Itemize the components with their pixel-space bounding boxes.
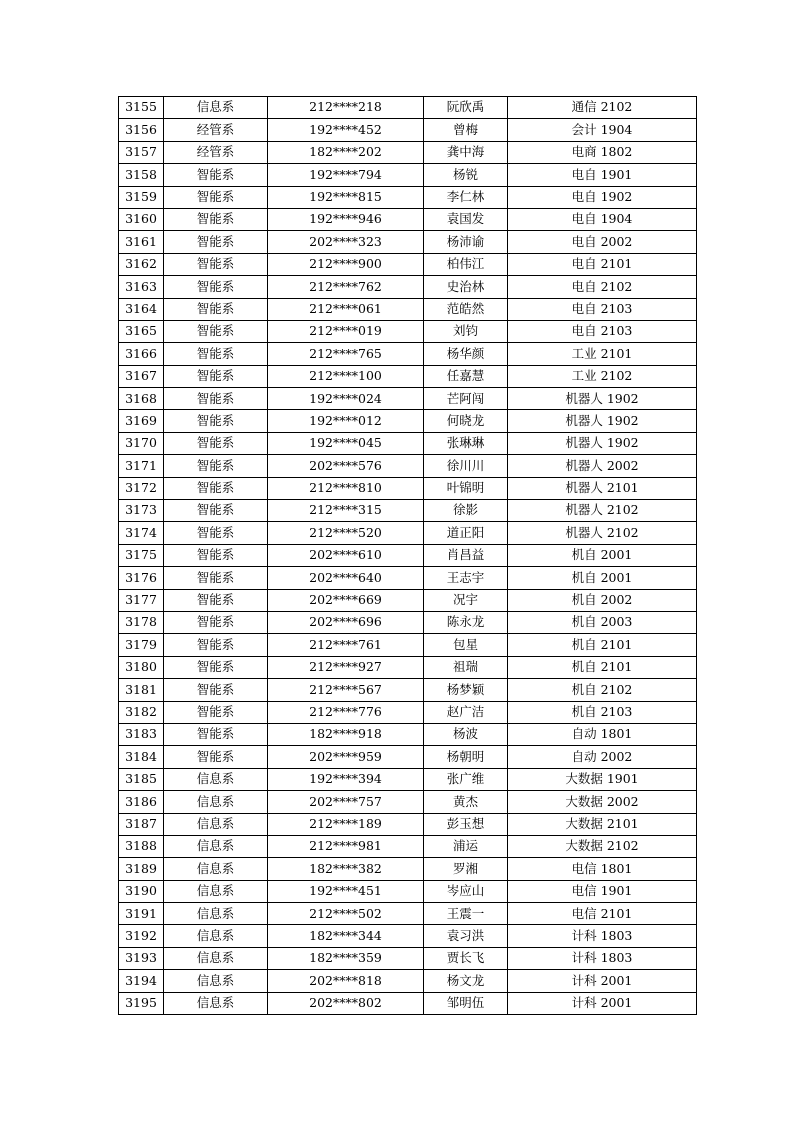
table-row — [119, 522, 697, 544]
student-id-cell: 202****576 — [268, 455, 424, 477]
table-row — [119, 477, 697, 499]
student-name-cell: 李仁林 — [424, 186, 508, 208]
serial-number-cell: 3161 — [119, 231, 164, 253]
table-row — [119, 679, 697, 701]
table-row — [119, 791, 697, 813]
student-id-cell: 212****218 — [268, 97, 424, 119]
student-id-cell: 212****927 — [268, 656, 424, 678]
department-cell: 经管系 — [164, 119, 268, 141]
class-cell: 机自 2101 — [508, 634, 697, 656]
serial-number-cell: 3193 — [119, 947, 164, 969]
class-cell: 机器人 2101 — [508, 477, 697, 499]
class-cell: 计科 1803 — [508, 947, 697, 969]
serial-number-cell: 3194 — [119, 970, 164, 992]
record-table — [118, 96, 697, 1015]
table-row — [119, 97, 697, 119]
student-name-cell: 杨文龙 — [424, 970, 508, 992]
student-id-cell: 192****394 — [268, 768, 424, 790]
student-name-cell: 黄杰 — [424, 791, 508, 813]
student-name-cell: 杨波 — [424, 723, 508, 745]
table-row — [119, 500, 697, 522]
student-id-cell: 192****451 — [268, 880, 424, 902]
serial-number-cell: 3195 — [119, 992, 164, 1014]
table-row — [119, 858, 697, 880]
table-row — [119, 276, 697, 298]
student-name-cell: 包星 — [424, 634, 508, 656]
department-cell: 智能系 — [164, 320, 268, 342]
department-cell: 智能系 — [164, 208, 268, 230]
class-cell: 电自 1901 — [508, 164, 697, 186]
student-id-cell: 182****344 — [268, 925, 424, 947]
student-name-cell: 赵广洁 — [424, 701, 508, 723]
department-cell: 智能系 — [164, 365, 268, 387]
table-row — [119, 880, 697, 902]
student-name-cell: 徐影 — [424, 500, 508, 522]
table-row — [119, 768, 697, 790]
student-id-cell: 212****762 — [268, 276, 424, 298]
class-cell: 会计 1904 — [508, 119, 697, 141]
serial-number-cell: 3175 — [119, 544, 164, 566]
serial-number-cell: 3181 — [119, 679, 164, 701]
class-cell: 计科 2001 — [508, 970, 697, 992]
student-id-cell: 192****012 — [268, 410, 424, 432]
department-cell: 智能系 — [164, 410, 268, 432]
student-id-cell: 192****946 — [268, 208, 424, 230]
department-cell: 智能系 — [164, 432, 268, 454]
department-cell: 信息系 — [164, 858, 268, 880]
student-name-cell: 史治林 — [424, 276, 508, 298]
student-name-cell: 任嘉慧 — [424, 365, 508, 387]
student-name-cell: 张广维 — [424, 768, 508, 790]
student-id-cell: 212****776 — [268, 701, 424, 723]
table-row — [119, 343, 697, 365]
class-cell: 机自 2001 — [508, 544, 697, 566]
student-name-cell: 杨梦颖 — [424, 679, 508, 701]
serial-number-cell: 3169 — [119, 410, 164, 432]
department-cell: 智能系 — [164, 522, 268, 544]
record-table-body — [119, 97, 697, 1015]
student-name-cell: 杨华颜 — [424, 343, 508, 365]
class-cell: 自动 1801 — [508, 723, 697, 745]
student-name-cell: 袁习洪 — [424, 925, 508, 947]
department-cell: 智能系 — [164, 500, 268, 522]
student-id-cell: 192****024 — [268, 388, 424, 410]
department-cell: 信息系 — [164, 925, 268, 947]
student-id-cell: 192****045 — [268, 432, 424, 454]
class-cell: 机自 2102 — [508, 679, 697, 701]
table-row — [119, 432, 697, 454]
serial-number-cell: 3159 — [119, 186, 164, 208]
student-id-cell: 182****202 — [268, 141, 424, 163]
serial-number-cell: 3173 — [119, 500, 164, 522]
student-name-cell: 杨沛谕 — [424, 231, 508, 253]
student-name-cell: 徐川川 — [424, 455, 508, 477]
serial-number-cell: 3164 — [119, 298, 164, 320]
student-id-cell: 212****761 — [268, 634, 424, 656]
student-name-cell: 罗湘 — [424, 858, 508, 880]
student-id-cell: 212****765 — [268, 343, 424, 365]
student-id-cell: 202****757 — [268, 791, 424, 813]
class-cell: 机自 2002 — [508, 589, 697, 611]
class-cell: 通信 2102 — [508, 97, 697, 119]
table-row — [119, 813, 697, 835]
department-cell: 信息系 — [164, 880, 268, 902]
department-cell: 智能系 — [164, 611, 268, 633]
student-name-cell: 龚中海 — [424, 141, 508, 163]
student-id-cell: 182****359 — [268, 947, 424, 969]
table-row — [119, 164, 697, 186]
table-row — [119, 410, 697, 432]
table-row — [119, 365, 697, 387]
class-cell: 电信 1901 — [508, 880, 697, 902]
class-cell: 机器人 1902 — [508, 432, 697, 454]
student-id-cell: 212****189 — [268, 813, 424, 835]
student-name-cell: 阮欣禹 — [424, 97, 508, 119]
class-cell: 电自 2103 — [508, 298, 697, 320]
student-name-cell: 柏伟江 — [424, 253, 508, 275]
table-row — [119, 903, 697, 925]
class-cell: 机器人 2102 — [508, 522, 697, 544]
serial-number-cell: 3156 — [119, 119, 164, 141]
class-cell: 电信 2101 — [508, 903, 697, 925]
department-cell: 智能系 — [164, 276, 268, 298]
table-row — [119, 567, 697, 589]
serial-number-cell: 3163 — [119, 276, 164, 298]
department-cell: 信息系 — [164, 813, 268, 835]
serial-number-cell: 3170 — [119, 432, 164, 454]
student-name-cell: 王志宇 — [424, 567, 508, 589]
serial-number-cell: 3190 — [119, 880, 164, 902]
serial-number-cell: 3160 — [119, 208, 164, 230]
table-row — [119, 992, 697, 1014]
student-name-cell: 杨朝明 — [424, 746, 508, 768]
department-cell: 智能系 — [164, 679, 268, 701]
table-row — [119, 141, 697, 163]
class-cell: 大数据 2102 — [508, 835, 697, 857]
student-id-cell: 202****610 — [268, 544, 424, 566]
department-cell: 智能系 — [164, 477, 268, 499]
student-id-cell: 212****502 — [268, 903, 424, 925]
student-id-cell: 202****696 — [268, 611, 424, 633]
student-id-cell: 202****959 — [268, 746, 424, 768]
department-cell: 信息系 — [164, 768, 268, 790]
table-row — [119, 634, 697, 656]
student-id-cell: 212****100 — [268, 365, 424, 387]
table-row — [119, 947, 697, 969]
class-cell: 机器人 2002 — [508, 455, 697, 477]
serial-number-cell: 3162 — [119, 253, 164, 275]
serial-number-cell: 3174 — [119, 522, 164, 544]
class-cell: 电自 2002 — [508, 231, 697, 253]
serial-number-cell: 3176 — [119, 567, 164, 589]
serial-number-cell: 3155 — [119, 97, 164, 119]
student-name-cell: 何晓龙 — [424, 410, 508, 432]
table-row — [119, 656, 697, 678]
class-cell: 电信 1801 — [508, 858, 697, 880]
table-row — [119, 835, 697, 857]
student-name-cell: 杨锐 — [424, 164, 508, 186]
student-id-cell: 212****981 — [268, 835, 424, 857]
department-cell: 智能系 — [164, 567, 268, 589]
table-row — [119, 925, 697, 947]
table-row — [119, 320, 697, 342]
class-cell: 机自 2103 — [508, 701, 697, 723]
serial-number-cell: 3168 — [119, 388, 164, 410]
department-cell: 智能系 — [164, 343, 268, 365]
serial-number-cell: 3157 — [119, 141, 164, 163]
serial-number-cell: 3189 — [119, 858, 164, 880]
class-cell: 机自 2003 — [508, 611, 697, 633]
table-row — [119, 186, 697, 208]
class-cell: 电自 1902 — [508, 186, 697, 208]
student-id-cell: 202****323 — [268, 231, 424, 253]
table-row — [119, 298, 697, 320]
department-cell: 信息系 — [164, 903, 268, 925]
table-row — [119, 589, 697, 611]
serial-number-cell: 3172 — [119, 477, 164, 499]
department-cell: 智能系 — [164, 589, 268, 611]
serial-number-cell: 3166 — [119, 343, 164, 365]
serial-number-cell: 3167 — [119, 365, 164, 387]
class-cell: 计科 1803 — [508, 925, 697, 947]
department-cell: 信息系 — [164, 791, 268, 813]
serial-number-cell: 3179 — [119, 634, 164, 656]
student-name-cell: 道正阳 — [424, 522, 508, 544]
department-cell: 智能系 — [164, 634, 268, 656]
table-row — [119, 701, 697, 723]
serial-number-cell: 3192 — [119, 925, 164, 947]
serial-number-cell: 3183 — [119, 723, 164, 745]
table-row — [119, 611, 697, 633]
student-id-cell: 182****918 — [268, 723, 424, 745]
department-cell: 智能系 — [164, 723, 268, 745]
student-name-cell: 芒阿闯 — [424, 388, 508, 410]
class-cell: 工业 2102 — [508, 365, 697, 387]
student-id-cell: 202****818 — [268, 970, 424, 992]
student-name-cell: 袁国发 — [424, 208, 508, 230]
department-cell: 智能系 — [164, 298, 268, 320]
department-cell: 信息系 — [164, 835, 268, 857]
student-name-cell: 祖瑞 — [424, 656, 508, 678]
student-name-cell: 陈永龙 — [424, 611, 508, 633]
table-row — [119, 455, 697, 477]
student-id-cell: 212****900 — [268, 253, 424, 275]
department-cell: 智能系 — [164, 544, 268, 566]
class-cell: 电自 1904 — [508, 208, 697, 230]
class-cell: 计科 2001 — [508, 992, 697, 1014]
table-row — [119, 208, 697, 230]
serial-number-cell: 3191 — [119, 903, 164, 925]
serial-number-cell: 3165 — [119, 320, 164, 342]
class-cell: 机器人 1902 — [508, 388, 697, 410]
serial-number-cell: 3187 — [119, 813, 164, 835]
student-name-cell: 叶锦明 — [424, 477, 508, 499]
table-row — [119, 723, 697, 745]
table-row — [119, 746, 697, 768]
class-cell: 自动 2002 — [508, 746, 697, 768]
department-cell: 信息系 — [164, 947, 268, 969]
table-row — [119, 119, 697, 141]
student-id-cell: 202****640 — [268, 567, 424, 589]
student-id-cell: 212****520 — [268, 522, 424, 544]
serial-number-cell: 3188 — [119, 835, 164, 857]
table-row — [119, 231, 697, 253]
student-name-cell: 况宇 — [424, 589, 508, 611]
student-id-cell: 192****794 — [268, 164, 424, 186]
student-name-cell: 肖昌益 — [424, 544, 508, 566]
table-row — [119, 544, 697, 566]
department-cell: 智能系 — [164, 656, 268, 678]
student-id-cell: 182****382 — [268, 858, 424, 880]
class-cell: 机自 2101 — [508, 656, 697, 678]
department-cell: 智能系 — [164, 701, 268, 723]
table-row — [119, 253, 697, 275]
department-cell: 智能系 — [164, 746, 268, 768]
student-name-cell: 张琳琳 — [424, 432, 508, 454]
department-cell: 智能系 — [164, 164, 268, 186]
class-cell: 机自 2001 — [508, 567, 697, 589]
class-cell: 大数据 1901 — [508, 768, 697, 790]
student-id-cell: 192****452 — [268, 119, 424, 141]
student-id-cell: 212****810 — [268, 477, 424, 499]
serial-number-cell: 3158 — [119, 164, 164, 186]
class-cell: 电自 2103 — [508, 320, 697, 342]
serial-number-cell: 3185 — [119, 768, 164, 790]
serial-number-cell: 3184 — [119, 746, 164, 768]
class-cell: 电自 2102 — [508, 276, 697, 298]
department-cell: 智能系 — [164, 388, 268, 410]
student-name-cell: 曾梅 — [424, 119, 508, 141]
serial-number-cell: 3171 — [119, 455, 164, 477]
class-cell: 机器人 2102 — [508, 500, 697, 522]
student-name-cell: 刘钧 — [424, 320, 508, 342]
student-id-cell: 212****567 — [268, 679, 424, 701]
class-cell: 电自 2101 — [508, 253, 697, 275]
department-cell: 智能系 — [164, 455, 268, 477]
class-cell: 电商 1802 — [508, 141, 697, 163]
student-id-cell: 202****669 — [268, 589, 424, 611]
department-cell: 经管系 — [164, 141, 268, 163]
table-row — [119, 970, 697, 992]
student-name-cell: 王震一 — [424, 903, 508, 925]
student-id-cell: 192****815 — [268, 186, 424, 208]
serial-number-cell: 3178 — [119, 611, 164, 633]
student-id-cell: 212****019 — [268, 320, 424, 342]
department-cell: 信息系 — [164, 97, 268, 119]
department-cell: 信息系 — [164, 970, 268, 992]
department-cell: 智能系 — [164, 186, 268, 208]
serial-number-cell: 3177 — [119, 589, 164, 611]
student-name-cell: 岑应山 — [424, 880, 508, 902]
student-name-cell: 邹明伍 — [424, 992, 508, 1014]
student-name-cell: 浦运 — [424, 835, 508, 857]
student-id-cell: 202****802 — [268, 992, 424, 1014]
table-row — [119, 388, 697, 410]
class-cell: 大数据 2101 — [508, 813, 697, 835]
student-name-cell: 贾长飞 — [424, 947, 508, 969]
serial-number-cell: 3186 — [119, 791, 164, 813]
class-cell: 工业 2101 — [508, 343, 697, 365]
student-name-cell: 范皓然 — [424, 298, 508, 320]
department-cell: 智能系 — [164, 253, 268, 275]
department-cell: 信息系 — [164, 992, 268, 1014]
serial-number-cell: 3180 — [119, 656, 164, 678]
student-id-cell: 212****315 — [268, 500, 424, 522]
class-cell: 机器人 1902 — [508, 410, 697, 432]
student-name-cell: 彭玉想 — [424, 813, 508, 835]
student-id-cell: 212****061 — [268, 298, 424, 320]
department-cell: 智能系 — [164, 231, 268, 253]
serial-number-cell: 3182 — [119, 701, 164, 723]
class-cell: 大数据 2002 — [508, 791, 697, 813]
